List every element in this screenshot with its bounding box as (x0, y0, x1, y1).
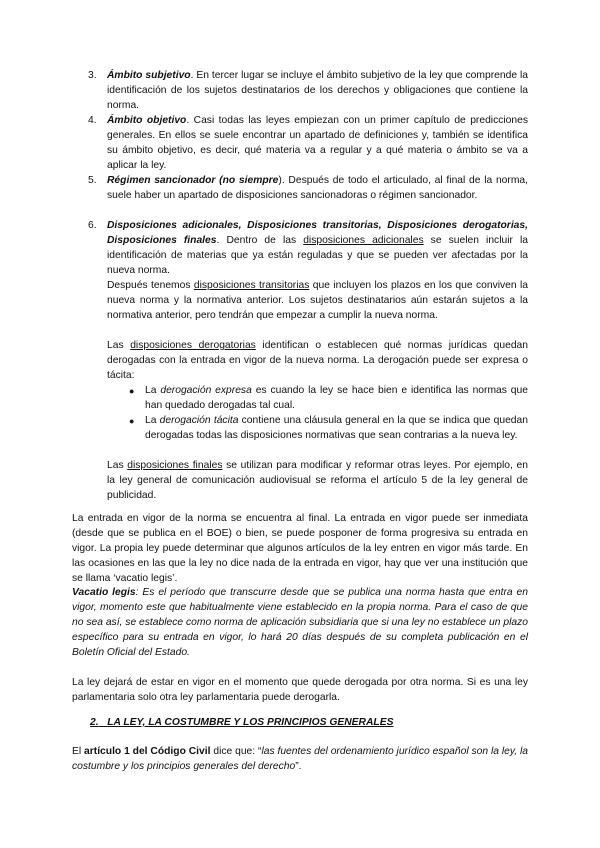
bold-ref: artículo 1 del Código Civil (84, 746, 211, 757)
bullet-derogacion-tacita (145, 414, 528, 444)
item-ambito-subjetivo (107, 69, 528, 114)
link-disposiciones-finales: disposiciones finales (127, 460, 223, 471)
term: derogación expresa (160, 385, 252, 396)
text: contiene una cláusula general en la que se indica que quedan derogadas todas las disposiciones normativas que sean contrarias a la nueva ley. (145, 415, 528, 441)
item-title: Régimen sancionador (no siempre (107, 175, 279, 186)
para-vacatio-legis (72, 586, 528, 661)
text: es cuando la ley se hace bien e identifica las normas que han quedado derogadas tal cual. (145, 385, 528, 411)
para-transitorias (107, 279, 528, 324)
bullet-derogacion-expresa (145, 384, 528, 414)
list-number: 4. (88, 115, 97, 126)
item-text: se suelen incluir la identificación de materias que ya están reguladas y que se pueden ver afectadas por la nueva norma. (107, 234, 529, 276)
item-text: . En tercer lugar se incluye el ámbito subjetivo de la ley que comprende la identificación de los sujetos destinatarios de los derechos y obligaciones que contiene la norma. (107, 70, 528, 111)
item-text: . Casi todas las leyes empiezan con un primer capítulo de predicciones generales. En ellos se suele encontrar un apartado de definiciones y, también se identifica su ámbito objetivo, es decir, qué materia va a regular y a qué materia o ámbito se va a aplicar la ley. (107, 115, 528, 171)
text: Las (107, 340, 131, 351)
text: ”. (295, 760, 302, 772)
list-number: 3. (88, 70, 97, 81)
para-entrada-vigor: La entrada en vigor de la norma se encuentra al final. La entrada en vigor puede ser inmediata (desde que se publica en el BOE) o bien, se puede posponer de forma progresiva su entrada en vigor. La propia ley puede determinar que algunos artículos de la ley entren en vigor más tarde. En las ocasiones en las que la ley no dice nada de la entrada en vigor, hay que ver una institución que se llama ‘vacatio legis’. (72, 513, 528, 584)
list-number: 5. (88, 175, 97, 186)
text: identifican o establecen qué normas jurídicas quedan derogadas con la entrada en vigor de la nueva norma. La derogación puede ser expresa o tácita: (107, 340, 528, 381)
item-text: . Dentro de las (216, 234, 304, 246)
text: que incluyen los plazos en los que conviven la nueva norma y la normativa anterior. Los sujetos destinatarios aún estarán sujetos a la normativa anterior, pero tendrán que empezar a cumplir la nueva norma. (107, 280, 528, 321)
quote: las fuentes del ordenamiento jurídico español son la ley, la costumbre y los principios generales del derecho (72, 746, 528, 772)
term: derogación tácita (159, 415, 239, 426)
section-number: 2. (90, 717, 99, 728)
item-title: Ámbito objetivo (107, 115, 187, 126)
list-number: 6. (88, 220, 97, 231)
link-disposiciones-derogatorias: disposiciones derogatorias (130, 340, 256, 351)
section-heading (90, 716, 530, 731)
text: Las (107, 460, 128, 471)
para-derogatorias (107, 339, 528, 384)
bullet-icon: ● (129, 416, 135, 426)
text: Después tenemos (107, 280, 194, 291)
section-title: LA LEY, LA COSTUMBRE Y LOS PRINCIPIOS GENERALES (107, 717, 394, 728)
text: La (145, 385, 161, 396)
item-title: Disposiciones adicionales, Disposiciones transitorias, Disposiciones derogatorias, Disposiciones finales (107, 220, 528, 246)
text: La (145, 415, 160, 426)
link-disposiciones-adicionales: disposiciones adicionales (303, 234, 424, 246)
para-derogacion: La ley dejará de estar en vigor en el momento que quede derogada por otra norma. Si es una ley parlamentaria solo otra ley parlamentaria puede derogarla. (72, 677, 528, 703)
text: : Es el período que transcurre desde que se publica una norma hasta que entra en vigor, momento este que habitualmente viene establecido en la propia norma. Para el caso de que no sea así, se establece como norma de aplicación subsidiaria que si una ley no establece un plazo específico para su entrada en vigor, lo hará 20 días después de su completa publicación en el Boletín Oficial del Estado. (72, 587, 528, 658)
para-finales (107, 459, 528, 504)
item-regimen-sancionador (107, 174, 528, 204)
item-title: Ámbito subjetivo (107, 70, 191, 81)
term: Vacatio legis (72, 587, 136, 598)
item-disposiciones (107, 219, 528, 279)
item-ambito-objetivo (107, 114, 528, 174)
para-codigo-civil (72, 745, 528, 775)
text: dice que: “ (210, 746, 262, 757)
text: se utilizan para modificar y reformar otras leyes. Por ejemplo, en la ley general de comunicación audiovisual se reforma el artículo 5 de la ley general de publicidad. (107, 460, 528, 501)
bullet-icon: ● (129, 386, 135, 396)
link-disposiciones-transitorias: disposiciones transitorias (193, 280, 310, 291)
item-text: ). Después de todo el articulado, al final de la norma, suele haber un apartado de disposiciones sancionadoras o régimen sancionador. (107, 175, 528, 201)
text: El (72, 746, 85, 757)
